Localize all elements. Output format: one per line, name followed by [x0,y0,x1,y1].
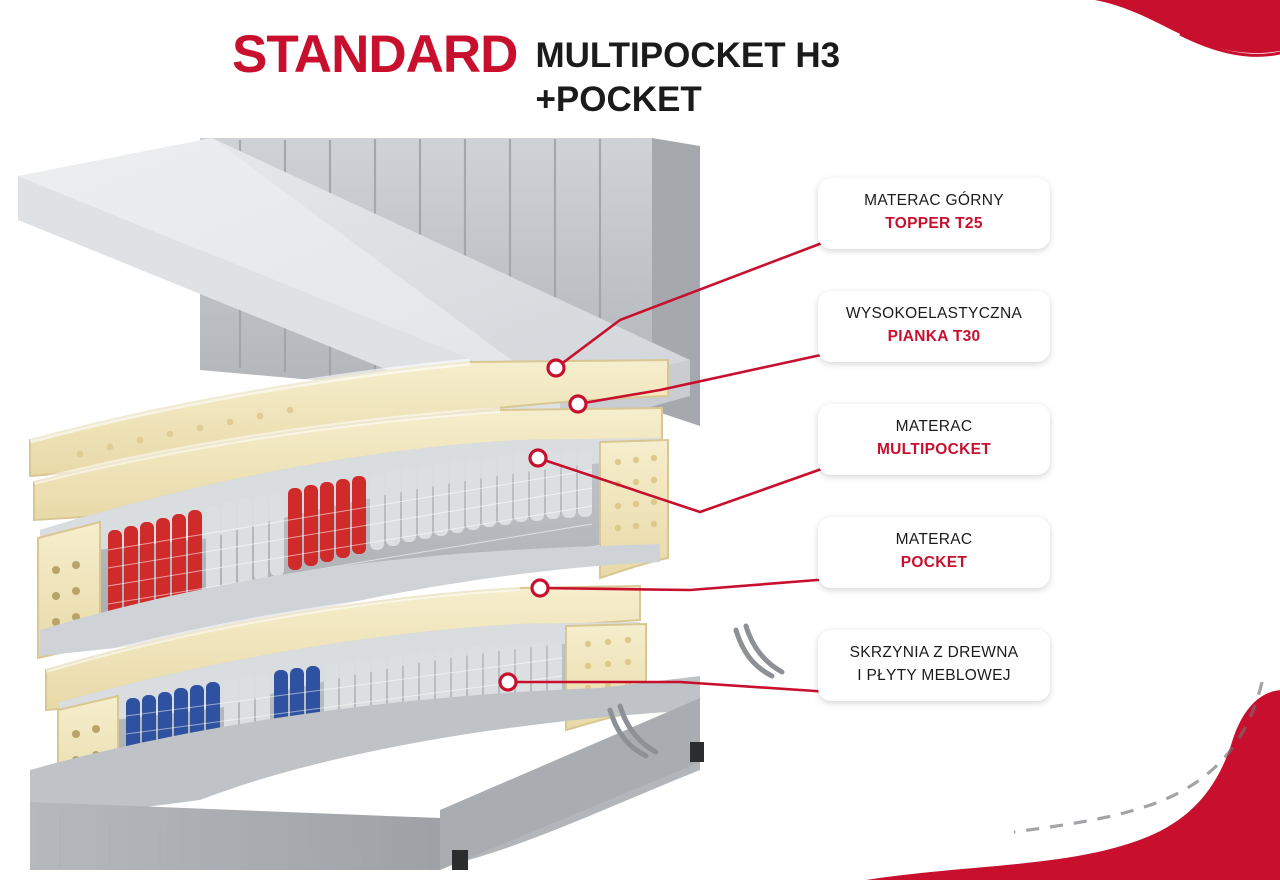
callout-line1: SKRZYNIA Z DREWNA [849,644,1019,661]
page-title [232,25,1132,122]
bed-cutaway-illustration [0,110,840,870]
callout-multipocket[interactable] [818,404,1050,475]
callout-line1: WYSOKOELASTYCZNA [845,305,1023,322]
decorative-swoosh-bottom-icon [854,682,1280,880]
callout-line2: PIANKA T30 [887,327,981,345]
title-main: STANDARD [232,25,518,84]
callout-line1: MATERAC [895,418,973,435]
callout-line1: MATERAC [895,531,973,548]
callout-pocket[interactable] [818,517,1050,588]
callout-line2: POCKET [900,553,968,571]
callout-line2: TOPPER T25 [885,214,983,232]
callout-line2: I PŁYTY MEBLOWEJ [857,666,1011,684]
callout-topper-t25[interactable] [818,178,1050,249]
callout-line1: MATERAC GÓRNY [864,192,1004,209]
callout-storage-box[interactable] [818,630,1050,701]
bed-leg [452,850,468,870]
title-subtitle: MULTIPOCKET H3 +POCKET [535,36,841,119]
bed-leg [690,742,704,762]
callout-line2: MULTIPOCKET [876,440,992,458]
callout-pianka-t30[interactable] [818,291,1050,362]
